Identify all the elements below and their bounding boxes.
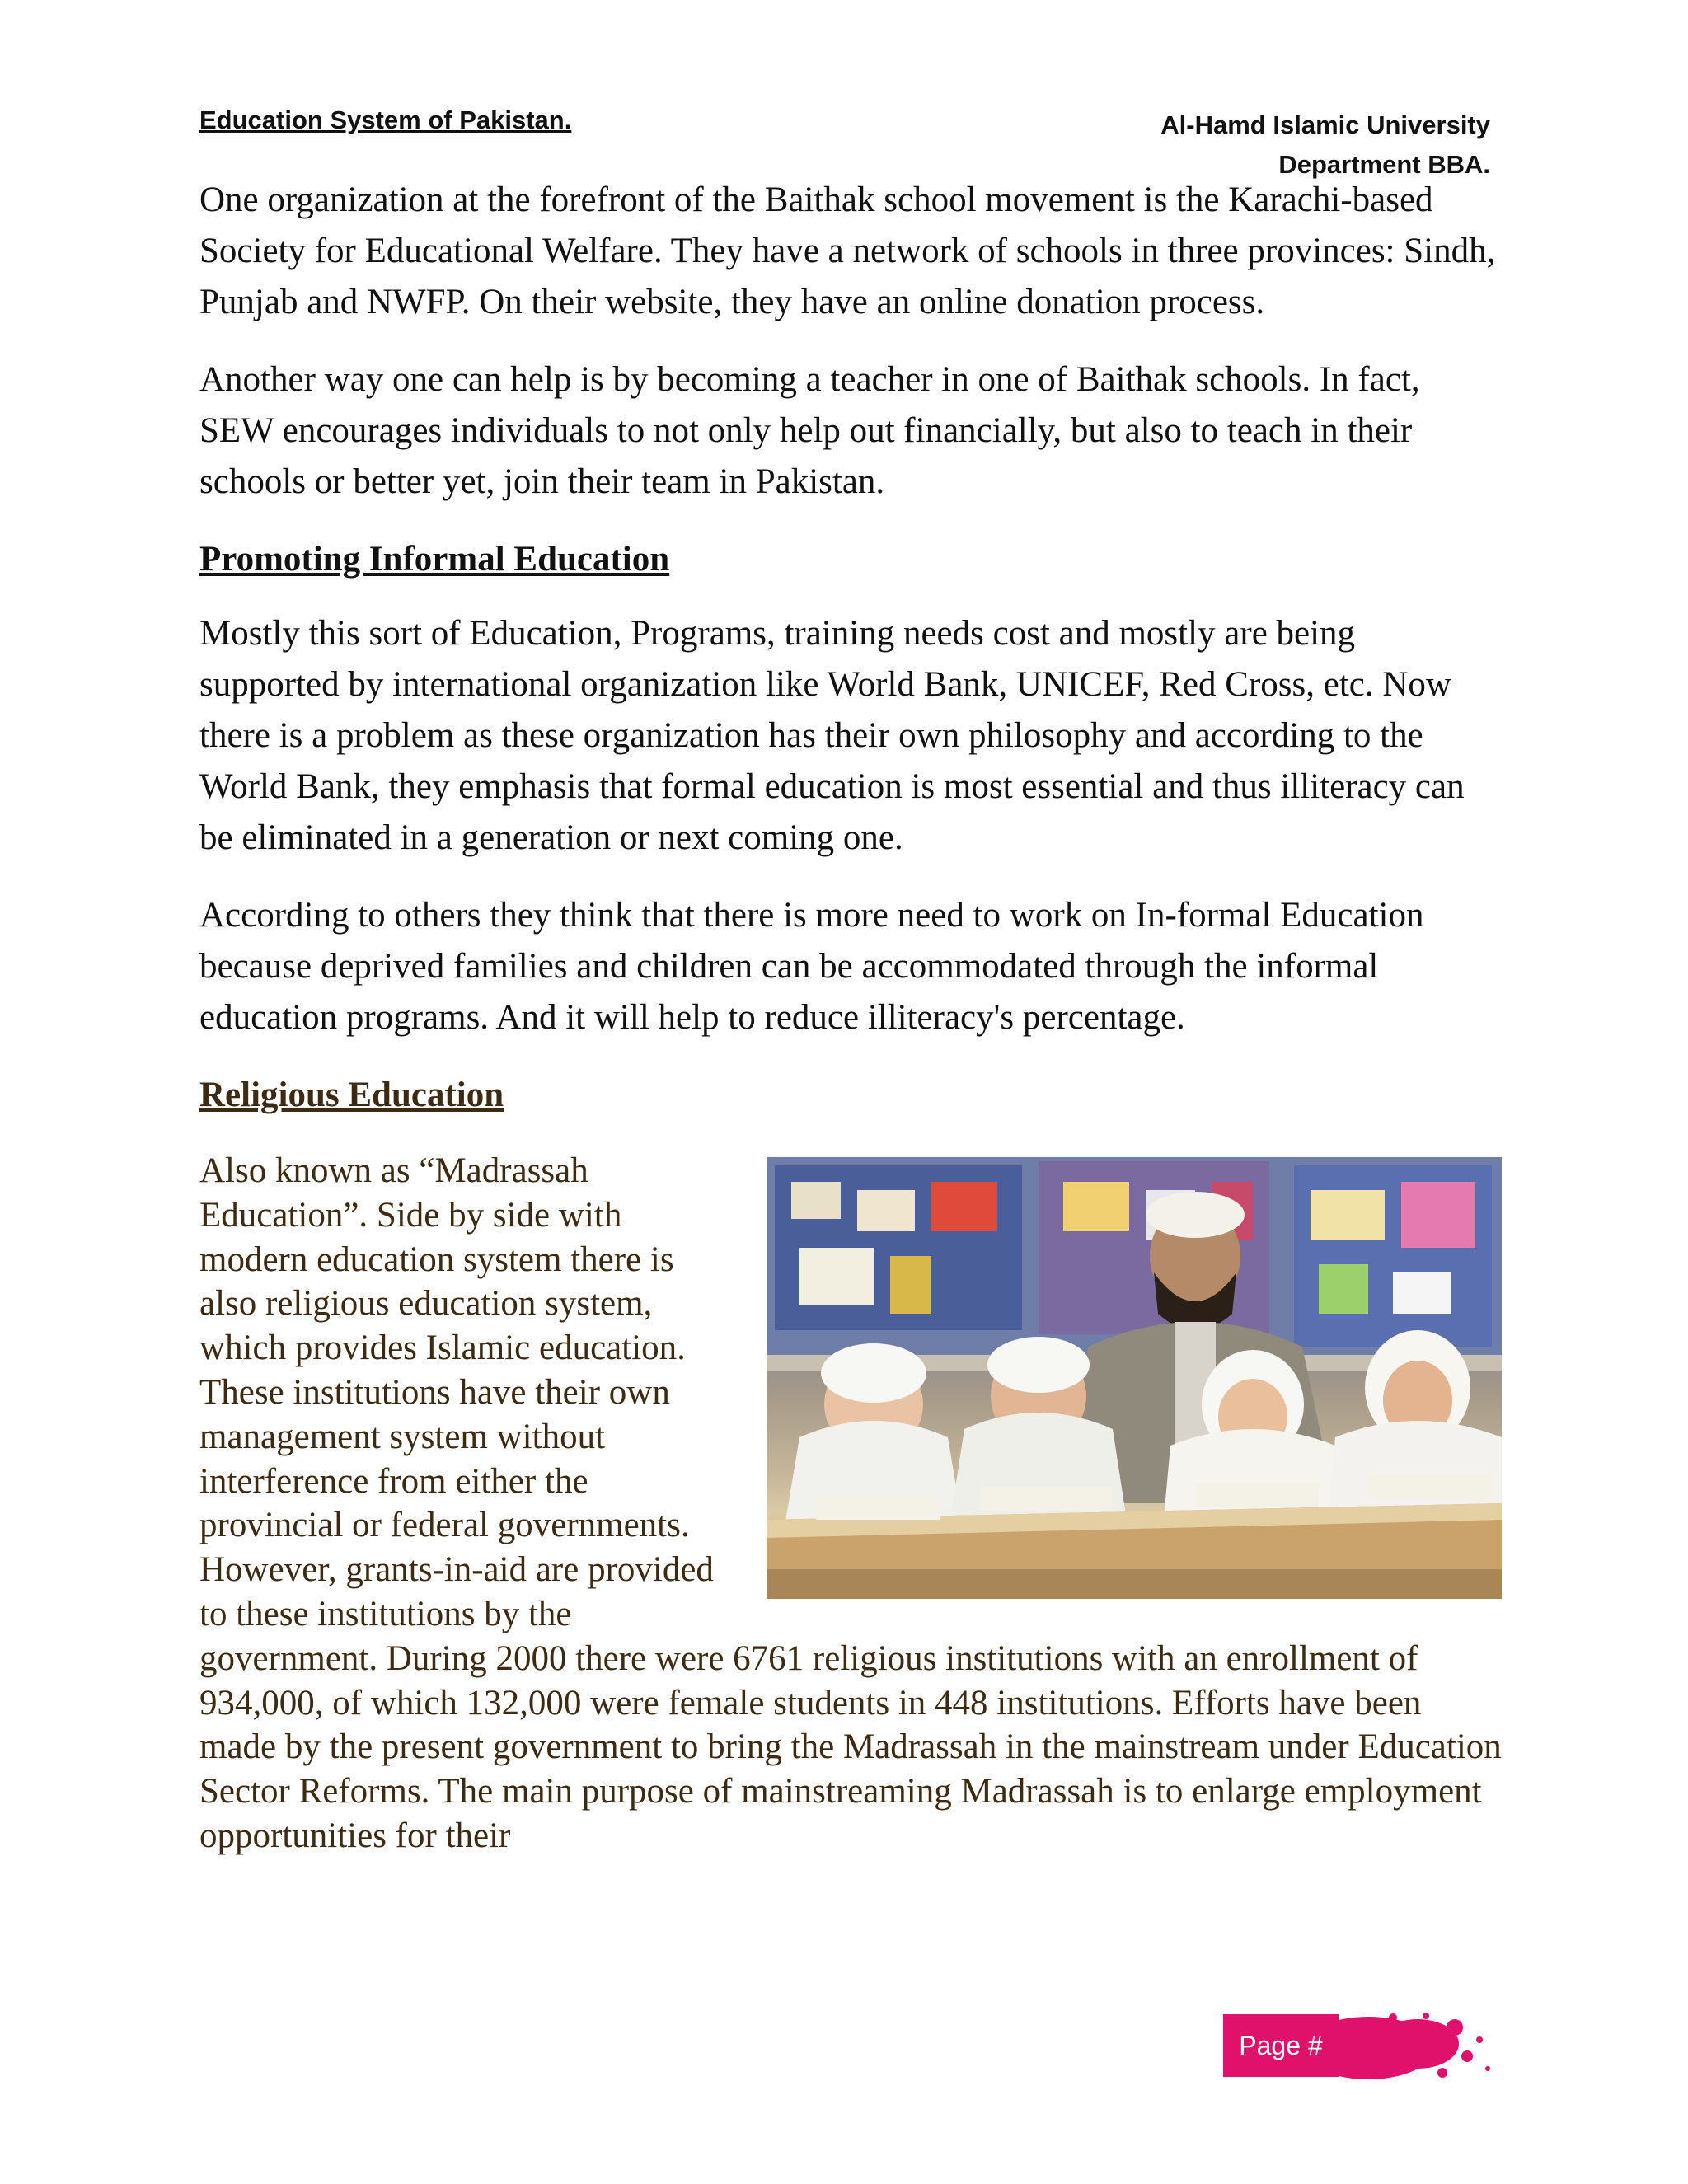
heading-informal-education: Promoting Informal Education (199, 540, 670, 579)
paragraph-sew: One organization at the forefront of the Baithak school movement is the Karachi-based Society for Educational Welfare. They have a network of schools in three provinces: Sindh, Punjab and NWFP. On their website, they have an online donation process. (199, 180, 1496, 321)
madrassah-classroom-photo (767, 1157, 1502, 1599)
university-name: Al-Hamd Islamic University (1160, 110, 1490, 139)
paragraph-informal-1: Mostly this sort of Education, Programs, training needs cost and mostly are being supported by international organization like World Bank, UNICEF, Red Cross, etc. Now there is a problem as these organization has their own philosophy and according to the World Bank, they emphasis that formal education is most essential and thus illiteracy can be eliminated in a generation or next coming one. (199, 614, 1465, 857)
department-name: Department BBA. (1278, 150, 1490, 179)
institution-header (1160, 105, 1490, 185)
paragraph-religious: Also known as “Madrassah Education”. Side by side with modern education system there is also religious education system, which provides Islamic education. These institutions have their own management system without interference from either the provincial or federal governments. However, grants-in-aid are provided to these institutions by the government. During 2000 there were 6761 religious institutions with an enrollment of 934,000, of which 132,000 were female students in 448 institutions. Efforts have been made by the present government to bring the Madrassah in the mainstream under Education Sector Reforms. The main purpose of mainstreaming Madrassah is to enlarge employment opportunities for their (199, 1151, 1502, 1855)
paragraph-volunteer: Another way one can help is by becoming a teacher in one of Baithak schools. In fact, SEW encourages individuals to not only help out financially, but also to teach in their schools or better yet, join their team in Pakistan. (199, 360, 1420, 501)
heading-religious-education: Religious Education (199, 1076, 504, 1114)
paragraph-informal-2: According to others they think that there is more need to work on In-formal Education because deprived families and children can be accommodated through the informal education programs. And it will help to reduce illiteracy's percentage. (199, 896, 1424, 1037)
page-number: Page # 11 (1223, 2014, 1339, 2077)
document-title: Education System of Pakistan. (199, 105, 572, 134)
page-body (199, 175, 1502, 1858)
